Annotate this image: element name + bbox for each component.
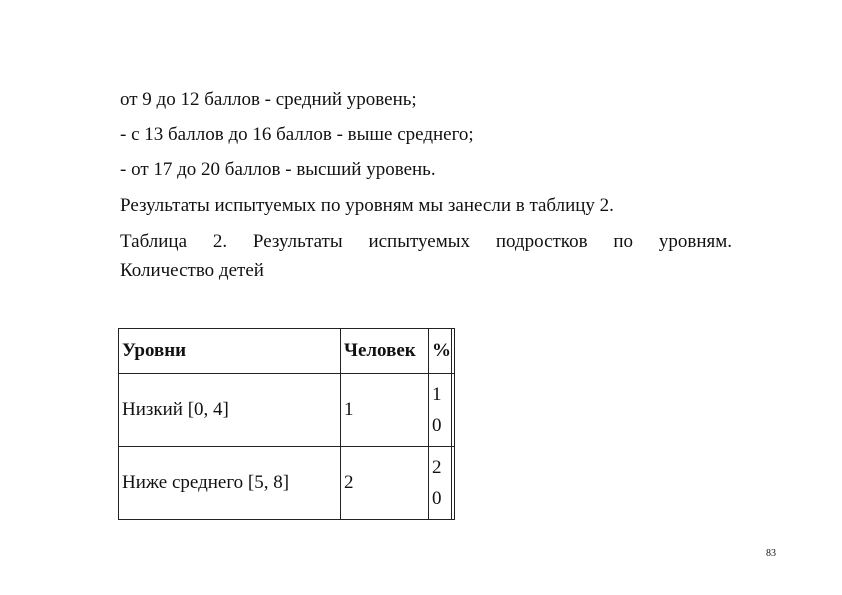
percent-digit: 0 <box>432 488 442 509</box>
count-cell: 2 <box>341 447 429 520</box>
caption-word: Результаты <box>252 231 343 252</box>
caption-word: уровням. <box>658 231 732 252</box>
table-edge <box>452 447 455 520</box>
header-percent: % <box>429 329 452 374</box>
table-header-row <box>119 329 455 374</box>
caption-word: подростков <box>495 231 588 252</box>
level-cell: Ниже среднего [5, 8] <box>119 447 341 520</box>
caption-word: 2. <box>212 231 228 252</box>
text-line-2: - с 13 баллов до 16 баллов - выше среднего; <box>120 124 474 145</box>
page-number: 83 <box>766 548 776 559</box>
level-cell: Низкий [0, 4] <box>119 374 341 447</box>
header-count: Человек <box>341 329 429 374</box>
text-line-1: от 9 до 12 баллов - средний уровень; <box>120 89 417 110</box>
caption-word: Таблица <box>120 231 188 252</box>
percent-digit: 0 <box>432 415 442 436</box>
caption-line-2: Количество детей <box>120 260 264 281</box>
results-table <box>118 328 455 520</box>
percent-cell <box>429 374 452 447</box>
table-caption <box>120 228 732 256</box>
table-edge <box>452 329 455 374</box>
table-edge <box>452 374 455 447</box>
table-row <box>119 374 455 447</box>
percent-digit: 1 <box>432 384 442 405</box>
text-line-4: Результаты испытуемых по уровням мы занесли в таблицу 2. <box>120 195 614 216</box>
header-levels: Уровни <box>119 329 341 374</box>
percent-digit: 2 <box>432 457 442 478</box>
caption-word: испытуемых <box>368 231 470 252</box>
table-row <box>119 447 455 520</box>
percent-cell <box>429 447 452 520</box>
text-line-3: - от 17 до 20 баллов - высший уровень. <box>120 159 436 180</box>
caption-word: по <box>613 231 634 252</box>
count-cell: 1 <box>341 374 429 447</box>
